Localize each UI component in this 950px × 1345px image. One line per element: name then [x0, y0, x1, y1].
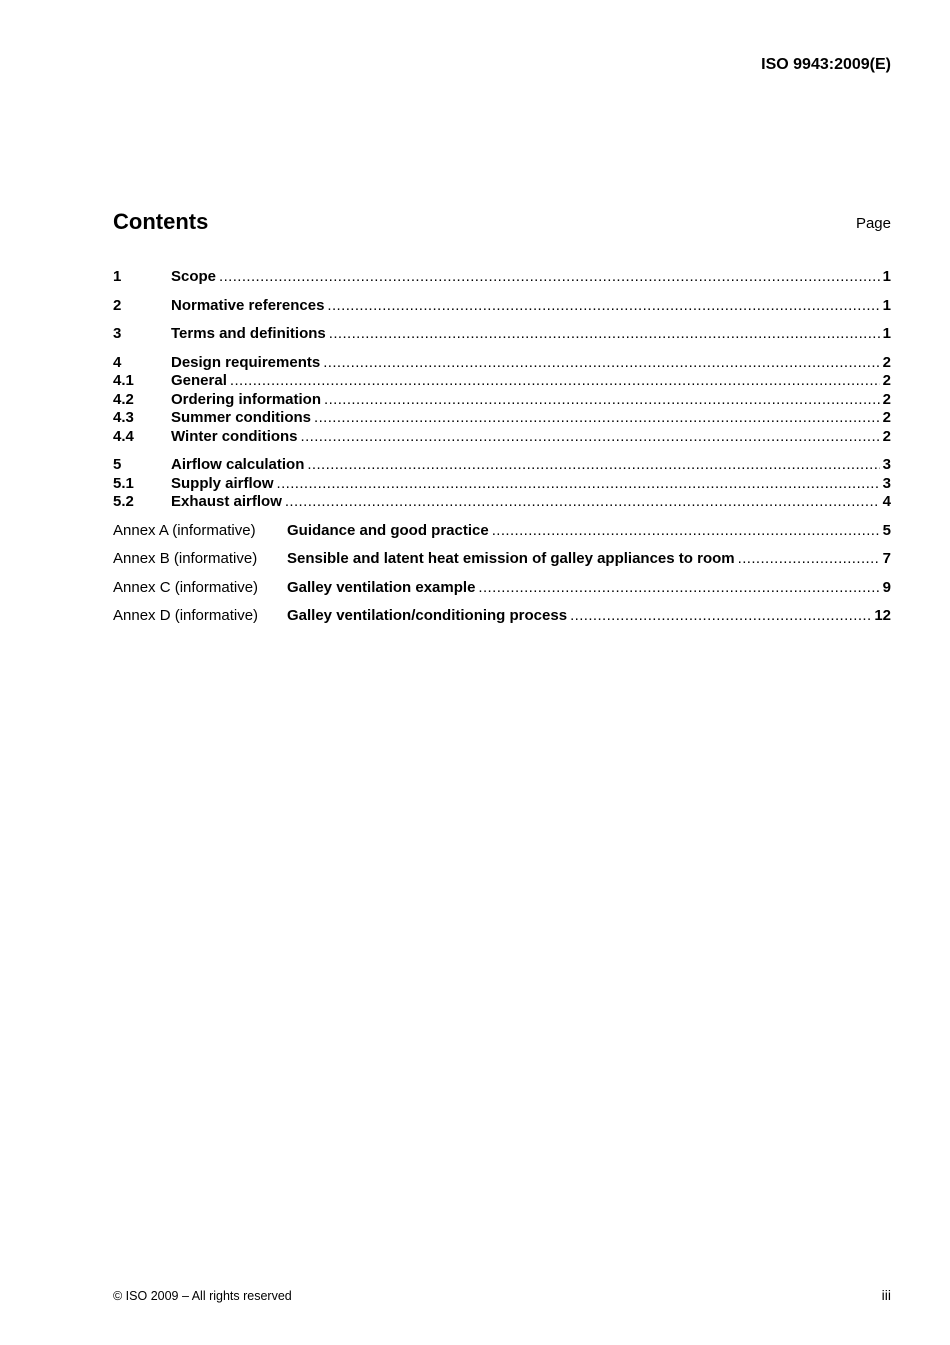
toc-group: [113, 325, 891, 344]
document-id: ISO 9943:2009(E): [761, 56, 891, 73]
toc-entry[interactable]: [113, 268, 891, 287]
toc-dot-leader: [277, 475, 880, 494]
toc-entry[interactable]: [113, 391, 891, 410]
toc-title: Galley ventilation/conditioning process: [287, 607, 568, 624]
toc-page-number: 2: [882, 409, 891, 426]
toc-group: [113, 354, 891, 447]
toc-group: [113, 607, 891, 626]
toc-dot-leader: [570, 607, 871, 626]
toc-page-number: 2: [882, 427, 891, 445]
toc-section-number: 1: [113, 268, 122, 285]
toc-entry[interactable]: [113, 372, 891, 391]
contents-title: Contents: [113, 209, 209, 234]
toc-section-number: 4: [113, 353, 122, 371]
toc-page-number: 1: [882, 325, 891, 342]
toc-dot-leader: [219, 268, 880, 287]
toc-entry[interactable]: [113, 493, 891, 512]
toc-section-number: 4.1: [113, 372, 134, 389]
toc-dot-leader: [285, 493, 880, 512]
page-column-label: Page: [855, 215, 891, 232]
toc-section-number: 4.3: [113, 409, 134, 426]
toc-group: [113, 268, 891, 287]
toc-dot-leader: [492, 522, 880, 541]
toc-section-number: 4.2: [113, 390, 134, 408]
toc-page-number: 7: [882, 550, 891, 567]
toc-annex-label: Annex C (informative): [113, 578, 259, 596]
toc-page-number: 2: [882, 390, 891, 408]
toc-dot-leader: [738, 550, 880, 569]
toc-title: Galley ventilation example: [287, 578, 476, 596]
toc-section-number: 3: [113, 325, 122, 342]
toc-dot-leader: [478, 579, 879, 598]
toc-entry[interactable]: [113, 456, 891, 475]
toc-annex-label: Annex A (informative): [113, 521, 256, 539]
toc-title: Airflow calculation: [171, 456, 305, 473]
toc-group: [113, 456, 891, 512]
toc-entry[interactable]: [113, 409, 891, 428]
toc-dot-leader: [327, 297, 879, 316]
toc-entry[interactable]: [113, 475, 891, 494]
toc-page-number: 5: [882, 521, 891, 539]
toc-page-number: 9: [882, 578, 891, 596]
toc-entry[interactable]: [113, 550, 891, 569]
toc-dot-leader: [329, 325, 880, 344]
toc-title: Terms and definitions: [171, 325, 326, 342]
toc-page-number: 2: [882, 372, 891, 389]
contents-header: [113, 208, 891, 240]
toc-entry[interactable]: [113, 354, 891, 373]
toc-group: [113, 297, 891, 316]
toc-dot-leader: [301, 428, 880, 447]
toc-title: General: [171, 372, 227, 389]
toc-section-number: 5.2: [113, 493, 134, 510]
toc-annex-label: Annex B (informative): [113, 550, 258, 567]
toc-page-number: 1: [882, 296, 891, 314]
toc-entry[interactable]: [113, 579, 891, 598]
toc-entry[interactable]: [113, 522, 891, 541]
toc-entry[interactable]: [113, 428, 891, 447]
toc-title: Normative references: [171, 296, 325, 314]
toc-group: [113, 522, 891, 541]
toc-title: Winter conditions: [171, 427, 298, 445]
toc-title: Design requirements: [171, 353, 321, 371]
toc-title: Sensible and latent heat emission of galley appliances to room: [287, 550, 735, 567]
toc-title: Exhaust airflow: [171, 493, 282, 510]
footer-copyright: © ISO 2009 – All rights reserved: [113, 1289, 292, 1303]
toc-dot-leader: [323, 354, 879, 373]
toc-section-number: 2: [113, 296, 122, 314]
toc-entry[interactable]: [113, 325, 891, 344]
toc-entry[interactable]: [113, 297, 891, 316]
toc-page-number: 3: [882, 474, 891, 492]
toc-group: [113, 550, 891, 569]
toc-page-number: 2: [882, 353, 891, 371]
toc-title: Supply airflow: [171, 474, 274, 492]
toc-title: Scope: [171, 268, 217, 285]
toc-dot-leader: [314, 409, 880, 428]
toc-title: Ordering information: [171, 390, 321, 408]
toc-section-number: 4.4: [113, 427, 134, 445]
toc-entry[interactable]: [113, 607, 891, 626]
toc-page-number: 3: [882, 456, 891, 473]
footer-page-number: iii: [881, 1287, 891, 1303]
table-of-contents: [113, 268, 891, 636]
toc-page-number: 1: [882, 268, 891, 285]
toc-page-number: 12: [874, 607, 891, 624]
toc-title: Summer conditions: [171, 409, 312, 426]
toc-annex-label: Annex D (informative): [113, 607, 259, 624]
toc-section-number: 5.1: [113, 474, 134, 492]
toc-page-number: 4: [882, 493, 891, 510]
toc-dot-leader: [230, 372, 880, 391]
toc-dot-leader: [324, 391, 880, 410]
toc-title: Guidance and good practice: [287, 521, 489, 539]
toc-section-number: 5: [113, 456, 122, 473]
toc-dot-leader: [307, 456, 879, 475]
toc-group: [113, 579, 891, 598]
